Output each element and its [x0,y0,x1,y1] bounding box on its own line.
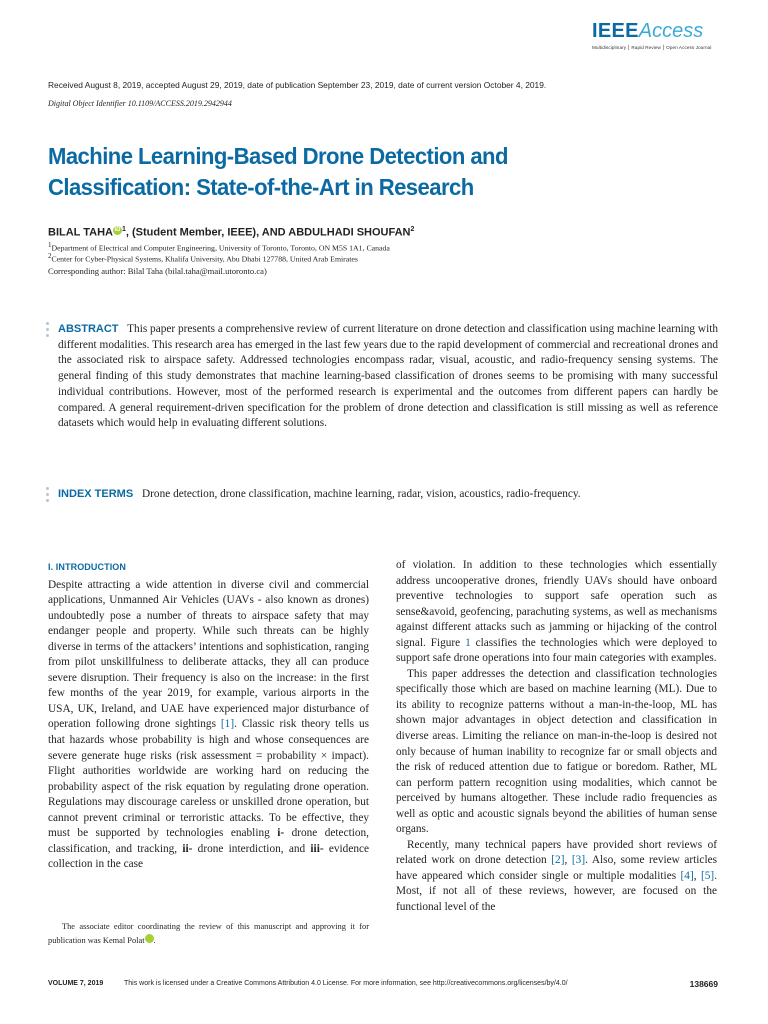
author-1-affil: 1 [121,226,126,233]
index-terms-dots-icon [46,487,50,505]
index-terms-label: INDEX TERMS [58,488,134,500]
affiliation-1-text: Department of Electrical and Computer Engineering, University of Toronto, Toronto, ON M5S 1A1, Canada [51,243,390,253]
doi: Digital Object Identifier 10.1109/ACCESS.2019.2942944 [48,99,232,108]
list-marker: iii- [310,842,324,855]
citation-link[interactable]: [4] [680,869,694,882]
license-text: This work is licensed under a Creative Commons Attribution 4.0 License. For more information, see http://creativecommons.org/licenses/by/4.0/ [124,980,568,987]
body-column-left [48,560,369,873]
affiliation-2-sup: 2 [48,252,52,260]
index-terms [58,487,718,503]
list-marker: i- [277,827,285,840]
citation-link[interactable]: [1] [220,718,235,731]
received-dates: Received August 8, 2019, accepted August 29, 2019, date of publication September 23, 2019, date of current version October 4, 2019. [48,80,547,90]
intro-text: drone detection, classification, and tracking, [48,827,369,855]
volume-label: VOLUME 7, 2019 [48,980,104,987]
intro-paragraph-1 [48,578,369,873]
list-marker: ii- [182,842,193,855]
footnote [48,920,369,948]
author-line-tail: , (Student Member, IEEE), AND ABDULHADI SHOUFAN [125,226,411,239]
journal-logo [592,20,718,51]
section-heading: I. INTRODUCTION [48,562,126,572]
intro-text: , [693,869,701,882]
intro-text: of violation. In addition to these technologies which essentially address uncooperative drones, friendly UAVs should have onboard preventive technologies to support safe operation such as sense&avoid, geofencing, parachuting systems, as well as mechanisms against different attacks such as jamming or hijacking of the control signal. Figure [396,559,717,649]
affiliation-1-sup: 1 [48,241,52,249]
orcid-icon[interactable]: iD [114,227,121,233]
affiliation-2 [48,252,358,264]
figure-link[interactable]: 1 [465,636,471,649]
footnote-end: . [153,936,156,945]
author-2-affil: 2 [410,226,415,233]
index-terms-text: Drone detection, drone classification, machine learning, radar, vision, acoustics, radio-frequency. [142,488,581,500]
intro-paragraph-1-cont [396,558,717,667]
affiliation-2-text: Center for Cyber-Physical Systems, Khalifa University, Abu Dhabi 127788, United Arab Emirates [51,254,358,264]
intro-paragraph-3 [396,838,717,916]
abstract-text: This paper presents a comprehensive review of current literature on drone detection and classification using machine learning with different modalities. This research area has emerged in the last few years due to the rapid development of commercial and recreational drones and the associated risk to airspace safety. Addressed technologies encompass radar, visual, acoustic, and radio-frequency sensing systems. The general finding of this study demonstrates that machine learning-based classification of drones seems to be promising with many successful individual contributions. However, most of the performed research is experimental and the outcomes from different papers can hardly be compared. A general requirement-driven specification for the problem of drone detection and classification is still missing as well as reference datasets which would help in evaluating different solutions. [58,323,718,430]
citation-link[interactable]: [3] [571,854,586,867]
page-number: 138669 [689,979,718,989]
intro-text: Recently, many technical papers have provided short reviews of related work on drone detection [396,838,717,867]
intro-text: . Classic risk theory tells us that hazards whose probability is high and whose consequences are severe generate huge risks (risk assessment = probability × impact). Flight authorities worldwide are working hard on reducing the probability aspect of the risk equation by regulating drone operation. Regulations may discourage careless or unskilled drone operation, but cannot prevent criminal or terroristic attacks. To be effective, they must be supported by technologies enabling [48,718,369,840]
paper-title: Machine Learning-Based Drone Detection and Classification: State-of-the-Art in Research [48,143,508,200]
intro-text: . Most, if not all of these reviews, however, are focused on the functional level of the [396,869,718,914]
abstract [58,322,718,432]
logo-access: Access [638,20,704,42]
body-column-right [396,558,717,916]
intro-text: evidence collection in the case [48,842,370,871]
orcid-icon[interactable]: iD [145,934,154,943]
intro-text: classifies the technologies which were deployed to support safe drone operations into four main categories with examples. [396,636,717,665]
footnote-text: The associate editor coordinating the review of this manuscript and approving it for publication was Kemal Polat [48,922,369,945]
intro-text: drone interdiction, and [192,842,311,855]
corresponding-author: Corresponding author: Bilal Taha (bilal.taha@mail.utoronto.ca) [48,266,267,276]
citation-link[interactable]: [2] [551,854,565,867]
intro-text: Despite attracting a wide attention in diverse civil and commercial applications, Unmanned Air Vehicles (UAVs - also known as drones) undoubtedly pose a number of threats to airspace safety that may endanger people and property. While such threats can be highly diverse in terms of the attackers’ intentions and sophistication, ranging from pilot unskillfulness to deliberate attacks, they all can produce severe disruption. Their frequency is also on the increase: in the first few months of the year 2019, for example, various airports in the USA, UK, Ireland, and UAE have experienced major disturbance of operation following drone sightings [48,578,369,731]
logo-ieee: IEEE [592,20,639,42]
abstract-label: ABSTRACT [58,323,119,335]
logo-tagline: Multidisciplinary ⎮ Rapid Review ⎮ Open Access Journal [592,45,712,50]
citation-link[interactable]: [5] [701,869,715,882]
intro-text: , [564,854,572,867]
abstract-dots-icon [46,322,50,340]
intro-paragraph-2: This paper addresses the detection and classification technologies specifically those which are based on machine learning (ML). Due to its ability to recognize patterns without a man-in-the-loop, ML has shown major advantages in object detection and classification in diverse areas. Limiting the reliance on man-in-the-loop is desired not only because of human inability to recognize far or small objects and the risk of reduced attention due to fatigue or boredom. Rather, ML can perform pattern recognition using modalities, which cannot be perceived by humans altogether. These include radio frequencies as well as optic and acoustic signals beyond the abilities of human sense organs. [396,667,717,836]
intro-text: . Also, some review articles have appeared which consider single or multiple modalities [396,854,717,882]
affiliation-1 [48,241,390,253]
author-line [48,226,414,239]
author-1-name: BILAL TAHA [48,226,113,239]
